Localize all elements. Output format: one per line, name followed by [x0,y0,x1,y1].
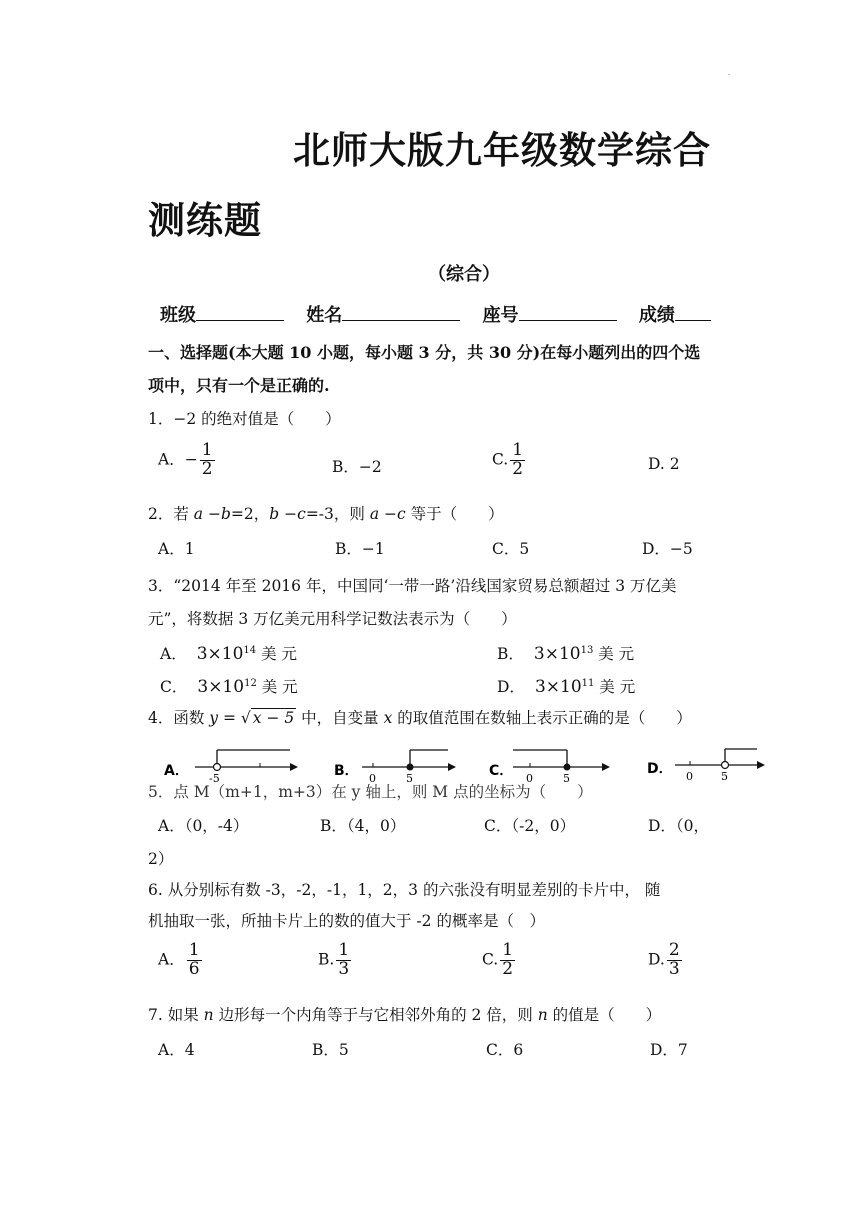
svg-text:0: 0 [686,770,693,783]
question-7-stem: 7. 如果 n 边形每一个内角等于与它相邻外角的 2 倍，则 n 的值是（ ） [148,1006,662,1024]
question-6-stem-line-2: 机抽取一张，所抽卡片上的数的值大于 -2 的概率是（ ） [148,912,545,930]
svg-text:A．: A． [164,763,189,779]
svg-text:C．: C． [489,763,514,779]
q5-option-a: A．（0，-4） [158,817,249,835]
title-line-1: 北师大版九年级数学综合 [293,129,711,172]
q1-option-b: B．−2 [332,458,382,476]
q2-option-a: A．1 [158,540,195,558]
name-label: 姓名 [306,305,343,326]
q5-option-d-continued: 2） [148,850,174,868]
q3-option-c: C． $3\times 10^{12}$ 美 元 [160,677,298,697]
q1-option-d: D. 2 [648,455,680,473]
q7-option-c: C．6 [486,1041,524,1059]
q1-option-a: A．− $\frac{1}{2}$ [158,440,213,479]
q6-option-d: D. $\frac{2}{3}$ [648,940,680,979]
subtitle: （综合） [428,264,500,285]
question-5-stem: 5．点 M（m+1，m+3）在 y 轴上，则 M 点的坐标为（ ） [148,783,593,801]
number-line-c [487,745,617,785]
svg-text:5: 5 [563,772,570,785]
name-blank[interactable] [342,304,460,321]
svg-text:5: 5 [406,772,413,785]
svg-text:5: 5 [721,770,728,783]
q2-option-d: D．−5 [642,540,693,558]
score-blank[interactable] [675,304,711,321]
q2-option-b: B．−1 [335,540,385,558]
question-2-stem: 2．若 a −b=2，b −c=-3，则 a −c 等于（ ） [148,505,504,523]
section-heading-line-2: 项中，只有一个是正确的. [148,376,330,395]
question-3-stem-line-1: 3．“2014 年至 2016 年，中国同‘一带一路’沿线国家贸易总额超过 3 万亿美 [148,577,677,595]
svg-text:-5: -5 [209,772,220,785]
q1-option-c: C. $\frac{1}{2}$ [492,440,524,479]
number-line-d [645,745,770,785]
number-line-b [330,745,460,785]
svg-text:D．: D． [647,761,673,777]
svg-text:0: 0 [369,772,376,785]
class-blank[interactable] [196,304,284,321]
svg-text:0: 0 [526,772,533,785]
corner-mark: · [728,72,730,79]
q6-option-a: A． $\frac{1}{6}$ [158,940,200,979]
q3-option-b: B． $3\times 10^{13}$ 美 元 [497,644,635,664]
q3-option-d: D． $3\times 10^{11}$ 美 元 [497,677,636,697]
student-info-row [160,301,711,327]
seat-label: 座号 [482,305,519,326]
q7-option-b: B．5 [312,1041,349,1059]
q3-option-a: A． $3\times 10^{14}$ 美 元 [160,644,297,664]
q2-option-c: C．5 [492,540,530,558]
svg-text:B．: B． [334,763,359,779]
question-1-stem: 1．−2 的绝对值是（ ） [148,410,341,428]
question-6-stem-line-1: 6. 从分别标有数 -3，-2，-1，1，2，3 的六张没有明显差别的卡片中， 随 [148,881,661,899]
q6-option-b: B. $\frac{1}{3}$ [318,940,350,979]
question-4-stem: 4．函数 y = √ x − 5 中，自变量 x 的取值范围在数轴上表示正确的是（ ） [148,709,692,727]
q5-option-b: B．（4，0） [320,817,406,835]
seat-blank[interactable] [519,304,617,321]
q5-option-c: C．（-2，0） [484,817,576,835]
question-3-stem-line-2: 元”，将数据 3 万亿美元用科学记数法表示为（ ） [148,610,517,628]
section-heading-line-1: 一、选择题(本大题 10 小题，每小题 3 分，共 30 分)在每小题列出的四个选 [148,343,701,362]
title-line-2: 测练题 [148,199,262,242]
q7-option-d: D．7 [650,1041,688,1059]
score-label: 成绩 [638,305,675,326]
class-label: 班级 [160,305,196,326]
q5-option-d: D．（0， [648,817,710,835]
number-line-a [160,745,300,785]
q7-option-a: A．4 [158,1041,195,1059]
q6-option-c: C. $\frac{1}{2}$ [482,940,514,979]
